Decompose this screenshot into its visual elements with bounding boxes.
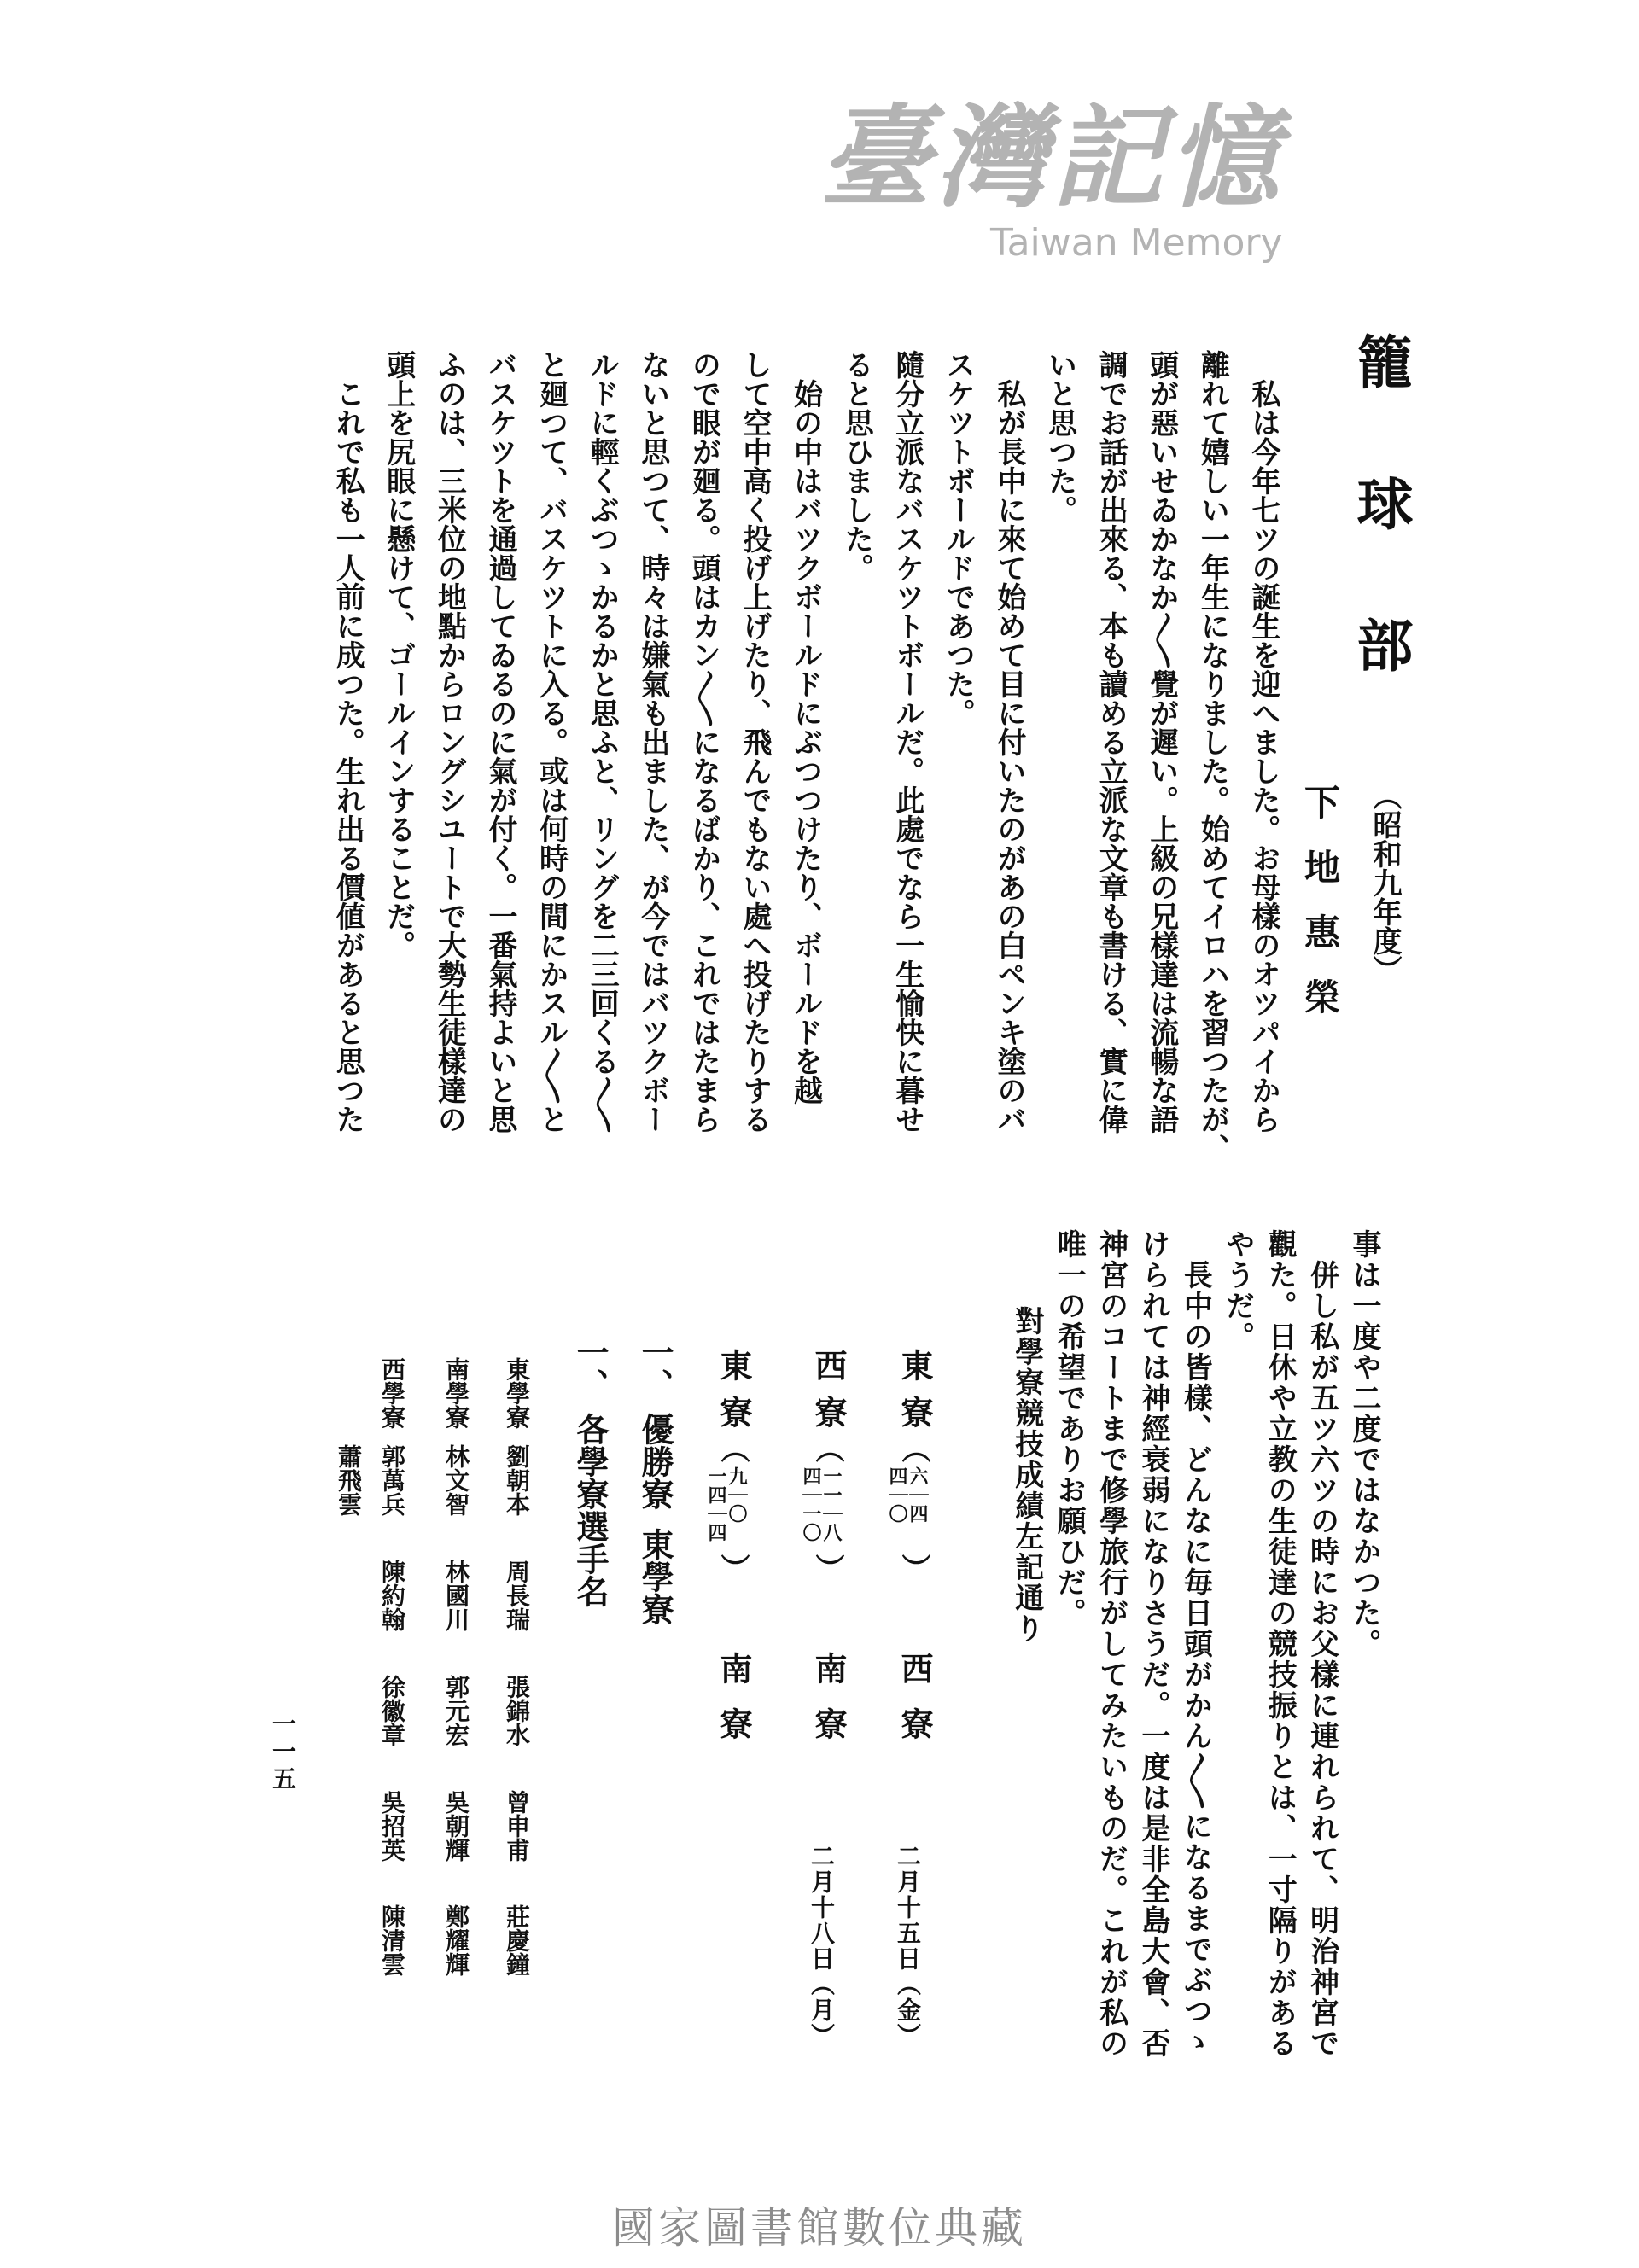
dorm-name: 西學寮 [378,1357,406,1429]
text-column: 頭上を尻眼に懸けて、ゴールインすることだ。 [381,350,416,959]
player-name: 陳約翰 [378,1560,406,1631]
text-column: 私は今年七ツの誕生を迎へました。お母樣のオツパイから [1246,379,1280,1134]
text-column: バスケツトを通過してゐるのに氣が付く。一番氣持よいと思 [483,350,517,1134]
player-name: 林國川 [442,1560,470,1631]
dorm-name: 南學寮 [442,1357,470,1429]
bracket-open: ︵ [810,1434,844,1463]
watermark-main: 臺灣記憶 [820,92,1285,223]
bracket-open: ︵ [715,1434,750,1463]
article-author: 下地惠榮 [1299,784,1341,1043]
text-column: 始の中はバツクボールドにぶつつけたり、ボールドを越 [788,379,823,1105]
watermark-sub: Taiwan Memory [990,221,1283,265]
player-name: 劉朝本 [503,1444,531,1516]
team-b-char: 南 [715,1652,753,1684]
player-name: 陳清雲 [378,1904,406,1976]
text-column: いと思つた。 [1042,350,1077,524]
text-column: 長中の皆樣、どんなに毎日頭がかん〱になるまでぶつゝ [1178,1260,1213,2057]
player-name: 周長瑞 [503,1560,531,1631]
text-column: 頭が惡いせゐかなか〱覺が遲い。上級の兄樣達は流暢な語 [1144,350,1179,1134]
watermark [820,94,1284,265]
score-first: 六｜四 [907,1466,929,1523]
champion-marker: 一、 [636,1336,674,1401]
team-b-char: 寮 [809,1707,848,1740]
text-column: 唯一の希望でありお願ひだ。 [1052,1229,1087,1629]
player-name: 吳朝輝 [442,1790,470,1862]
text-column: 私が長中に來て始めて目に付いたのがあの白ペンキ塗のバ [992,379,1026,1134]
player-name: 徐徽章 [378,1675,406,1746]
text-column: 對學寮競技成績左記通り [1009,1306,1044,1644]
player-name: 郭元宏 [442,1675,470,1746]
match-date: 二月十八日（月） [808,1844,836,2049]
rosters-heading: 各學寮選手名 [571,1413,610,1607]
team-a-char: 東 [715,1349,753,1381]
player-name: 莊慶鐘 [503,1904,531,1976]
text-column: と廻つて、バスケツトに入る。或は何時の間にかスル〱と [534,350,569,1134]
score-second: 四｜一〇 [800,1466,822,1542]
text-column: 隨分立派なバスケツトボールだ。此處でなら一生愉快に暮せ [889,350,924,1134]
team-b-char: 南 [809,1652,848,1684]
footer-archive-label: 國家圖書館數位典藏 [612,2203,1027,2253]
text-column: 調でお話が出來る、本も讀める立派な文章も書ける、實に偉 [1094,350,1129,1134]
player-name: 郭萬兵 [378,1444,406,1516]
score-first: 一一｜八 [820,1466,843,1542]
bracket-close: ︶ [896,1554,930,1583]
text-column: 事は一度や二度ではなかつた。 [1347,1229,1381,1659]
score-second: 四｜〇 [886,1466,908,1523]
article-title: 籠球部 [1347,333,1414,758]
text-column: ので眼が廻る。頭はカン〱になるばかり、これではたまら [686,350,721,1134]
dorm-name: 東學寮 [503,1357,531,1429]
score [887,1466,928,1523]
score-second: 一四｜四 [705,1466,727,1542]
player-name: 曾申甫 [503,1790,531,1862]
player-name: 林文智 [442,1444,470,1516]
player-name: 蕭飛雲 [335,1444,363,1516]
text-column: ると思ひました。 [839,350,874,582]
score-first: 九｜〇 [726,1466,748,1523]
bracket-close: ︶ [810,1554,844,1583]
bracket-open: ︵ [896,1434,930,1463]
team-a-char: 寮 [809,1396,848,1428]
team-a-char: 寮 [895,1396,934,1428]
text-column: して空中高く投げ上げたり、飛んでもない處へ投げたりする [738,350,772,1134]
team-b-char: 西 [895,1652,934,1684]
score [801,1466,842,1542]
text-column: ふのは、三米位の地點からロングシユートで大勢生徒樣達の [432,350,467,1134]
page-number: 一一五 [269,1711,297,1793]
article-year: （昭和九年度） [1368,781,1402,984]
text-column: けられては神經衰弱になりさうだ。一度は是非全島大會、否 [1136,1229,1170,2059]
text-column: これで私も一人前に成つた。生れ出る價値があると思つた [330,379,365,1134]
text-column: ルドに輕くぶつゝかるかと思ふと、リングを二三回くる〱 [585,350,620,1134]
text-column: 神宮のコートまで修學旅行がしてみたいものだ。これが私の [1094,1229,1129,2059]
champion-label: 優勝寮 [636,1413,674,1510]
text-column: スケツトボールドであつた。 [941,350,976,727]
rosters-marker: 一、 [571,1336,610,1401]
team-b-char: 寮 [715,1707,753,1740]
match-date: 二月十五日（金） [894,1844,922,2049]
player-name: 張錦水 [503,1675,531,1746]
score [706,1466,747,1542]
bracket-close: ︶ [715,1554,750,1583]
player-name: 鄭耀輝 [442,1904,470,1976]
text-column: ないと思つて、時々は嫌氣も出ました、が今ではバツクボー [635,350,670,1134]
player-name: 吳招英 [378,1790,406,1862]
text-column: 併し私が五ツ六ツの時にお父樣に連れられて、明治神宮で [1304,1260,1339,2059]
team-a-char: 西 [809,1349,848,1381]
team-b-char: 寮 [895,1707,934,1740]
champion-value: 東學寮 [636,1528,674,1625]
team-a-char: 寮 [715,1396,753,1428]
text-column: 觀た。日休や立教の生徒達の競技振りとは、一寸隔りがある [1263,1229,1298,2059]
text-column: 離れて嬉しい一年生になりました。始めてイロハを習つたが、 [1195,350,1230,1163]
team-a-char: 東 [895,1349,934,1381]
text-column: やうだ。 [1220,1229,1255,1352]
